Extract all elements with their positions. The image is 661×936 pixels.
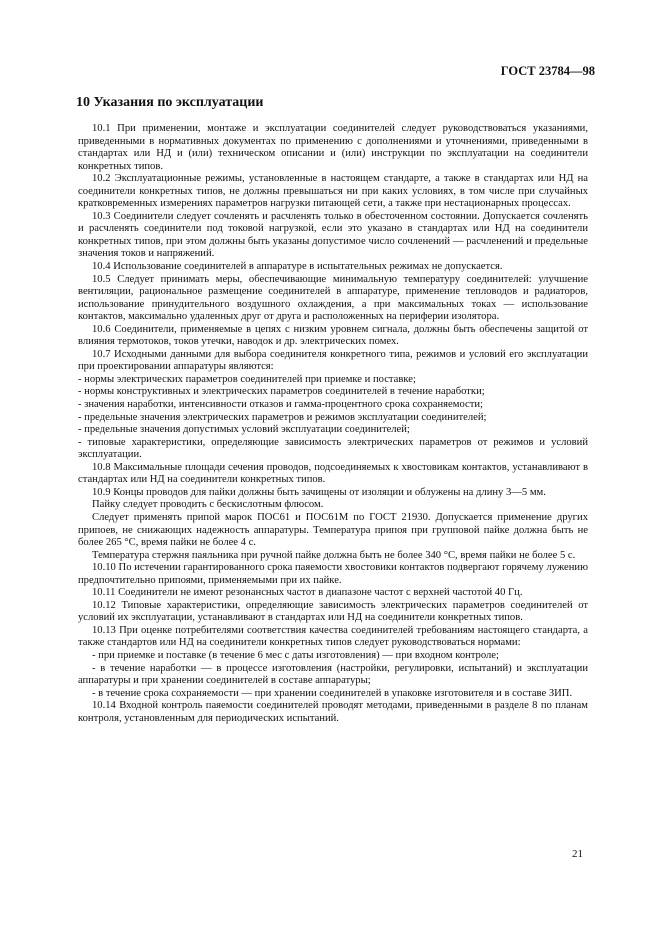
list-item: - при приемке и поставке (в течение 6 мес с даты изготовления) — при входном контроле; [92,649,499,661]
paragraph-10-11: 10.11 Соединители не имеют резонансных частот в диапазоне частот с верхней частотой 40 Гц. [92,587,523,599]
paragraph-10-4: 10.4 Использование соединителей в аппаратуре в испытательных режимах не допускается. [92,261,503,273]
paragraph-10-2: 10.2 Эксплуатационные режимы, установленные в настоящем стандарте, а также в стандартах или НД на соединители конкретных типов, не должны превышаться ни при каких условиях, в том числе при случайных кратковременных измерениях параметров нагрузки питающей сети, а также при нестационарных процессах. [78,173,588,210]
document-code: ГОСТ 23784—98 [500,64,595,78]
section-body [78,123,588,725]
section-title: 10 Указания по эксплуатации [76,95,264,110]
paragraph-10-6: 10.6 Соединители, применяемые в цепях с низким уровнем сигнала, должны быть обеспечены защитой от влияния термотоков, токов утечки, наводок и др. электрических помех. [78,323,588,348]
list-item: - в течение наработки — в процессе изготовления (настройки, регулировки, испытаний) и эксплуатации аппаратуры и при хранении соединителей в составе аппаратуры; [78,662,588,687]
paragraph-10-1: 10.1 При применении, монтаже и эксплуатации соединителей следует руководствоваться указаниями, приведенными в нормативных документах по применению с дополнениями и уточнениями, приведенными в стандартах или НД и (или) техническом описании и (или) инструкции по эксплуатации на соединители конкретных типов. [78,123,588,172]
list-item: - нормы электрических параметров соединителей при приемке и поставке; [78,373,416,385]
paragraph-10-8: 10.8 Максимальные площади сечения проводов, подсоединяемых к хвостовикам контактов, устанавливают в стандартах или НД на соединители конкретных типов. [78,461,588,486]
paragraph-10-14: 10.14 Входной контроль паяемости соединителей проводят методами, приведенными в разделе 8 по планам контроля, установленным для периодических испытаний. [78,700,588,724]
list-item: - предельные значения допустимых условий эксплуатации соединителей; [78,424,410,436]
paragraph-10-10: 10.10 По истечении гарантированного срока паяемости хвостовики контактов подвергают горячему лужению предпочтительно припоями, применяемыми при их пайке. [78,562,588,586]
paragraph-10-12: 10.12 Типовые характеристики, определяющие зависимость электрических параметров соединителей от условий их эксплуатации, устанавливают в стандартах или НД на соединители конкретных типов. [78,599,588,624]
list-item: - значения наработки, интенсивности отказов и гамма-процентного срока сохраняемости; [78,399,483,411]
paragraph-10-7: 10.7 Исходными данными для выбора соединителя конкретного типа, режимов и условий его эксплуатации при проектировании аппаратуры являются: [78,348,588,373]
list-item: - типовые характеристики, определяющие зависимость электрических параметров от режимов и условий эксплуатации. [78,436,588,461]
paragraph-10-3: 10.3 Соединители следует сочленять и расчленять только в обесточенном состоянии. Допускается сочленять и расчленять соединители под токовой нагрузкой, если это указано в стандартах или НД на соединители конкретных типов, при этом должны быть указаны допустимое число сочленений — расчленений и предельные значения токов и напряжений. [78,210,588,260]
paragraph-10-9-flux: Пайку следует проводить с бескислотным флюсом. [92,499,324,511]
paragraph-10-9-solder: Следует применять припой марок ПОС61 и ПОС61М по ГОСТ 21930. Допускается применение других припоев, не снижающих надежность аппаратуры. Температура припоя при групповой пайке должна быть не более 265 °С, время пайки не более 4 с. [78,511,588,549]
list-item: - предельные значения электрических параметров и режимов эксплуатации соединителей; [78,411,487,423]
paragraph-10-13: 10.13 При оценке потребителями соответствия качества соединителей требованиям настоящего стандарта, а также стандартов или НД на соединители конкретных типов следует руководствоваться нормами: [78,624,588,649]
page-number: 21 [572,848,583,860]
list-item: - нормы конструктивных и электрических параметров соединителей в течение наработки; [78,386,485,398]
paragraph-10-5: 10.5 Следует принимать меры, обеспечивающие минимальную температуру соединителей: улучшение вентиляции, рациональное размещение соединителей в аппаратуре, применение тепловодов и радиаторов, использование принудительного воздушного охлаждения, а при максимальных токах — использование контактов, максимально удаленных друг от друга и расположенных на периферии изолятора. [78,273,588,323]
paragraph-10-9: 10.9 Концы проводов для пайки должны быть зачищены от изоляции и облужены на длину 3—5 мм. [92,486,546,498]
paragraph-10-9-iron: Температура стержня паяльника при ручной пайке должна быть не более 340 °С, время пайки не более 5 с. [92,549,576,561]
list-item: - в течение срока сохраняемости — при хранении соединителей в упаковке изготовителя и в составе ЗИП. [92,687,573,699]
